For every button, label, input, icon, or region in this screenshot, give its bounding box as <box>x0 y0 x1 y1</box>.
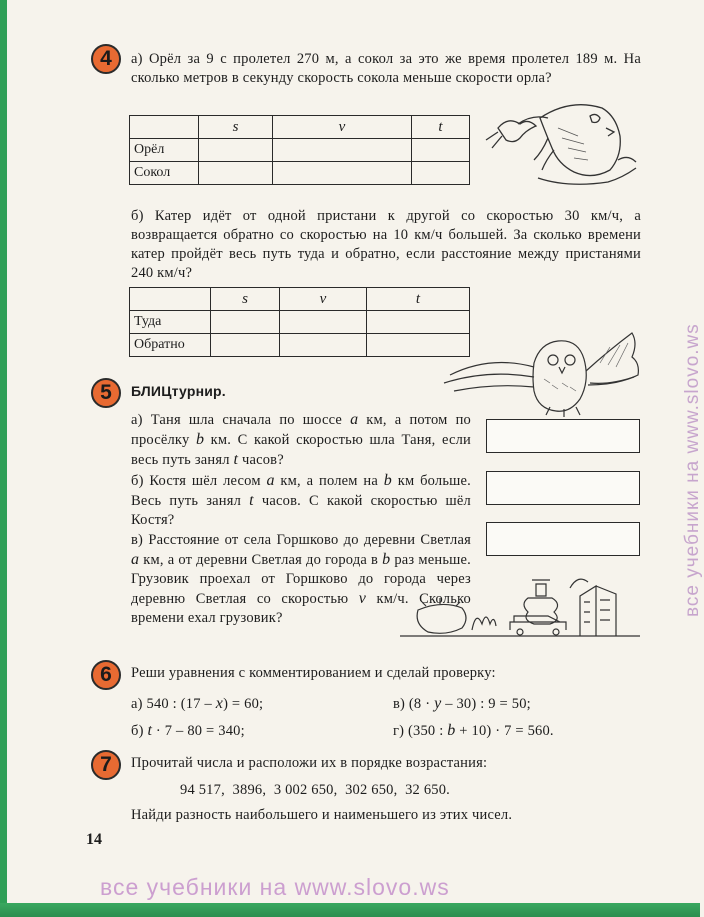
table-b-cell[interactable] <box>211 334 280 357</box>
problem-4a-text: а) Орёл за 9 с пролетел 270 м, а сокол за это же время пролетел 189 м. На сколько метров в секунду скорость сокола меньше скорости орла? <box>131 51 641 86</box>
table-b-header-v: v <box>280 288 367 311</box>
left-green-strip <box>0 0 7 917</box>
equation-b: б) t · 7 – 80 = 340; <box>131 722 245 739</box>
table-a-cell[interactable] <box>199 162 273 185</box>
problem-7-number: 7 <box>91 750 121 780</box>
table-b-header-t: t <box>367 288 470 311</box>
equation-d: г) (350 : b + 10) · 7 = 560. <box>393 722 554 739</box>
problem-7-task: Найди разность наибольшего и наименьшего из этих чисел. <box>131 807 513 823</box>
answer-box-5c[interactable] <box>486 522 640 556</box>
table-b-header-empty <box>130 288 211 311</box>
village-illustration <box>400 570 640 640</box>
table-a <box>129 115 470 185</box>
answer-box-5a[interactable] <box>486 419 640 453</box>
equation-c: в) (8 · y – 30) : 9 = 50; <box>393 695 531 712</box>
problem-7-numbers: 94 517, 3896, 3 002 650, 302 650, 32 650. <box>180 782 450 798</box>
birds-illustration <box>478 98 643 193</box>
table-a-row-label: Орёл <box>130 139 199 162</box>
table-a-cell[interactable] <box>273 162 412 185</box>
table-b-header-s: s <box>211 288 280 311</box>
answer-box-5b[interactable] <box>486 471 640 505</box>
table-b-cell[interactable] <box>280 334 367 357</box>
owl-illustration <box>440 327 645 419</box>
watermark-bottom[interactable]: все учебники на www.slovo.ws <box>100 874 450 900</box>
problem-4-number: 4 <box>91 44 121 74</box>
page-number: 14 <box>86 831 102 848</box>
table-a-cell[interactable] <box>412 139 470 162</box>
problem-6-text: Реши уравнения с комментированием и сделай проверку: <box>131 665 496 681</box>
table-a-row-label: Сокол <box>130 162 199 185</box>
table-a-cell[interactable] <box>199 139 273 162</box>
problem-7-text: Прочитай числа и расположи их в порядке возрастания: <box>131 755 488 771</box>
watermark-vertical: все учебники на www.slovo.ws <box>682 323 703 617</box>
table-b <box>129 287 470 357</box>
table-a-header-s: s <box>199 116 273 139</box>
problem-4b-text: б) Катер идёт от одной пристани к другой со скоростью 30 км/ч, а возвращается обратно со скоростью на 10 км/ч большей. За сколько времени катер пройдёт весь путь туда и обратно, если расстояние между пристанями 240 км/ч? <box>131 208 641 281</box>
problem-5-title: БЛИЦтурнир. <box>131 383 226 399</box>
table-a-header-v: v <box>273 116 412 139</box>
table-b-row-label: Туда <box>130 311 211 334</box>
table-b-cell[interactable] <box>211 311 280 334</box>
table-a-header-t: t <box>412 116 470 139</box>
problem-5c-text: в) Расстояние от села Горшково до деревни Светлая a км, а от деревни Светлая до города в b раз меньше. Грузовик проехал от Горшково до города через деревню Светлая со скоростью v км/ч. Сколько времени ехал грузовик? <box>131 532 471 626</box>
table-a-cell[interactable] <box>273 139 412 162</box>
problem-5-number: 5 <box>91 378 121 408</box>
equation-a: а) 540 : (17 – x) = 60; <box>131 695 264 712</box>
table-b-cell[interactable] <box>280 311 367 334</box>
table-b-row-label: Обратно <box>130 334 211 357</box>
table-a-cell[interactable] <box>412 162 470 185</box>
problem-5b-text: б) Костя шёл лесом a км, а полем на b км больше. Весь путь занял t часов. С какой скоростью шёл Костя? <box>131 472 471 528</box>
table-a-header-empty <box>130 116 199 139</box>
problem-6-number: 6 <box>91 660 121 690</box>
problem-5a-text: а) Таня шла сначала по шоссе a км, а потом по просёлку b км. С какой скоростью шла Таня, если весь путь занял t часов? <box>131 411 471 468</box>
bottom-green-strip <box>0 903 700 917</box>
